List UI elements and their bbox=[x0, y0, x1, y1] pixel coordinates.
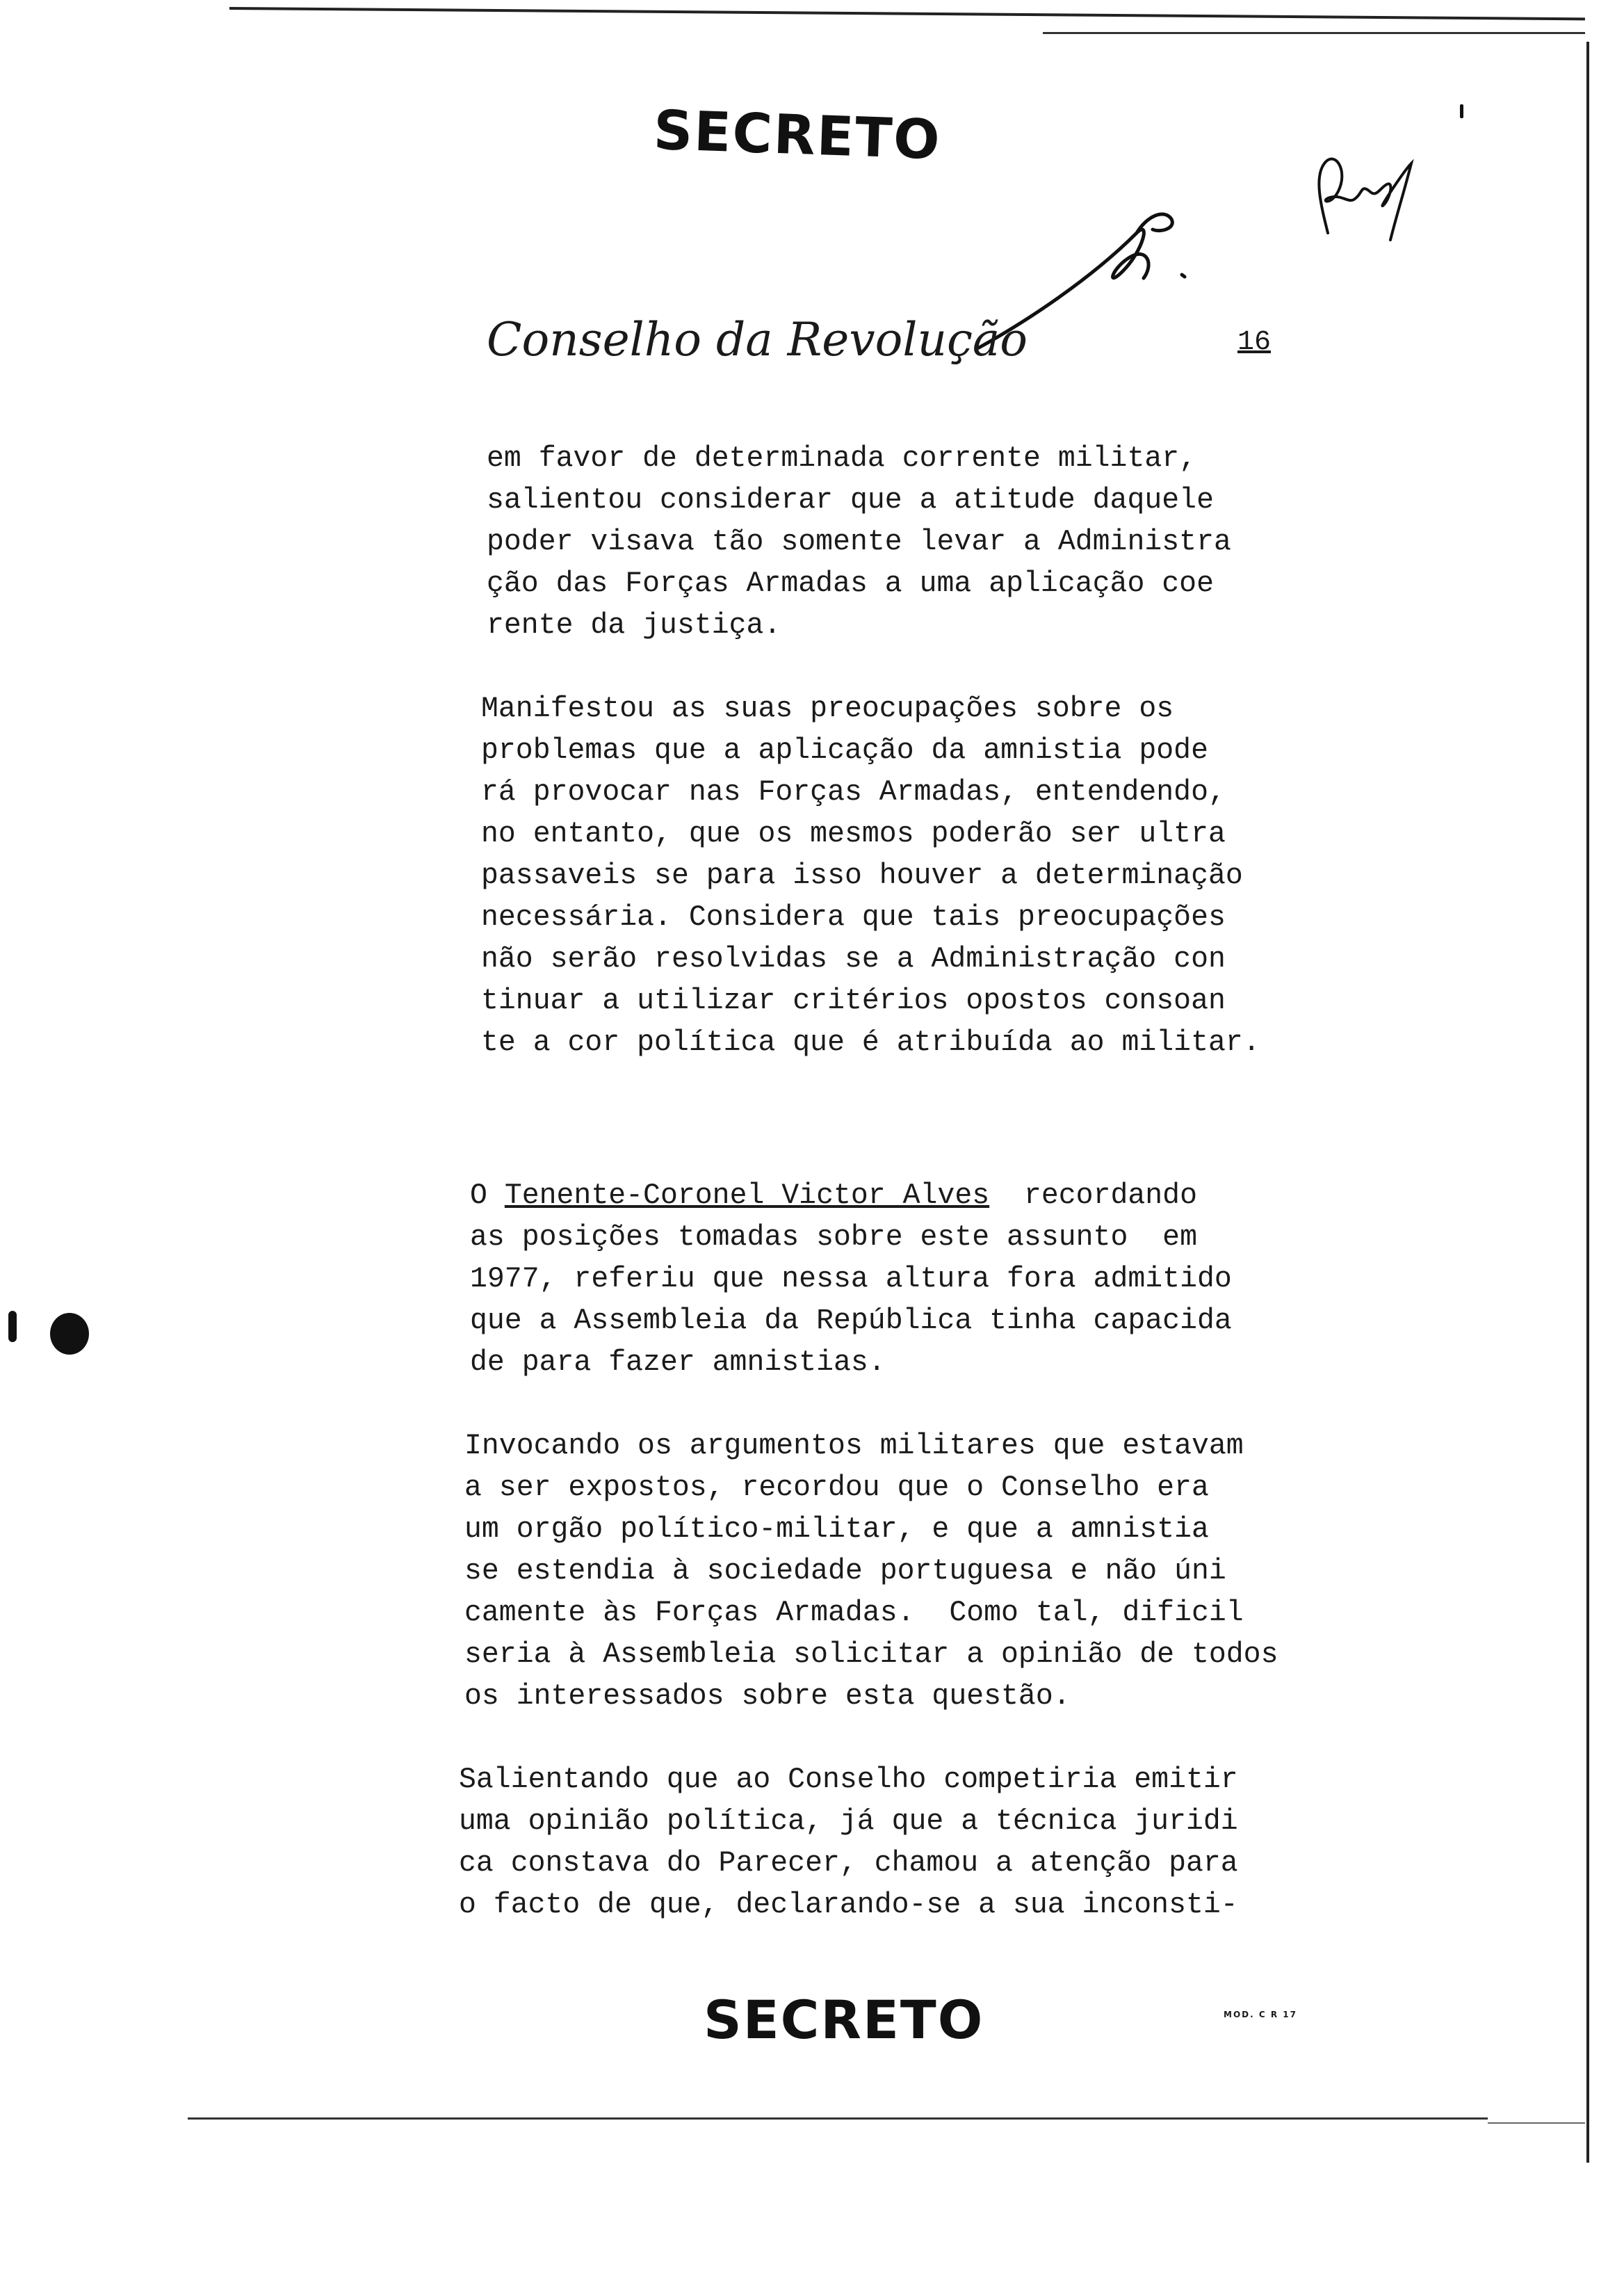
scan-border-bottom bbox=[188, 2117, 1488, 2120]
scan-border-bottom-end bbox=[1488, 2122, 1585, 2124]
paragraph-1: em favor de determinada corrente militar, salientou considerar que a atitude daquele poder visava tão somente levar a Administra ção das Forças Armadas a uma aplicação coe rente da justiça. bbox=[487, 442, 1231, 642]
scan-border-top-inner bbox=[1043, 32, 1585, 34]
handwritten-initials bbox=[1300, 150, 1418, 247]
classification-stamp-top: SECRETO bbox=[652, 99, 943, 172]
classification-stamp-bottom: SECRETO bbox=[704, 1989, 984, 2051]
letterhead: Conselho da Revolução bbox=[487, 313, 1028, 366]
scan-border-top bbox=[229, 7, 1585, 20]
scan-border-right bbox=[1586, 42, 1589, 2163]
paragraph-4: Invocando os argumentos militares que estavam a ser expostos, recordou que o Conselho era um orgão político-militar, e que a amnistia se estendia à sociedade portuguesa e não úni camente às Forças Armadas. Como tal, dificil seria à Assembleia solicitar a opinião de todos os interessados sobre esta questão. bbox=[464, 1430, 1278, 1713]
scan-artifact-dot bbox=[50, 1313, 89, 1355]
speaker-name: Tenente-Coronel Victor Alves bbox=[504, 1179, 990, 1212]
paragraph-5: Salientando que ao Conselho competiria emitir uma opinião política, já que a técnica juridi ca constava do Parecer, chamou a atenção para o facto de que, declarando-se a sua inconsti- bbox=[459, 1764, 1238, 1921]
paragraph-2: Manifestou as suas preocupações sobre os problemas que a aplicação da amnistia pode rá provocar nas Forças Armadas, entendendo, no entanto, que os mesmos poderão ser ultra passaveis se para isso houver a determinação necessária. Considera que tais preocupações não serão resolvidas se a Administração con tinuar a utilizar critérios opostos consoan te a cor política que é atribuída ao militar. bbox=[481, 693, 1260, 1059]
paragraph-3: O Tenente-Coronel Victor Alves recordando as posições tomadas sobre este assunto em 1977, referiu que nessa altura fora admitido que a Assembleia da República tinha capacida de para fazer amnistias. bbox=[470, 1179, 1232, 1379]
page-number: 16 bbox=[1237, 327, 1272, 358]
form-code: MOD. C R 17 bbox=[1224, 2010, 1297, 2019]
scan-artifact-mark bbox=[8, 1311, 17, 1342]
scan-artifact-tick bbox=[1460, 104, 1463, 118]
